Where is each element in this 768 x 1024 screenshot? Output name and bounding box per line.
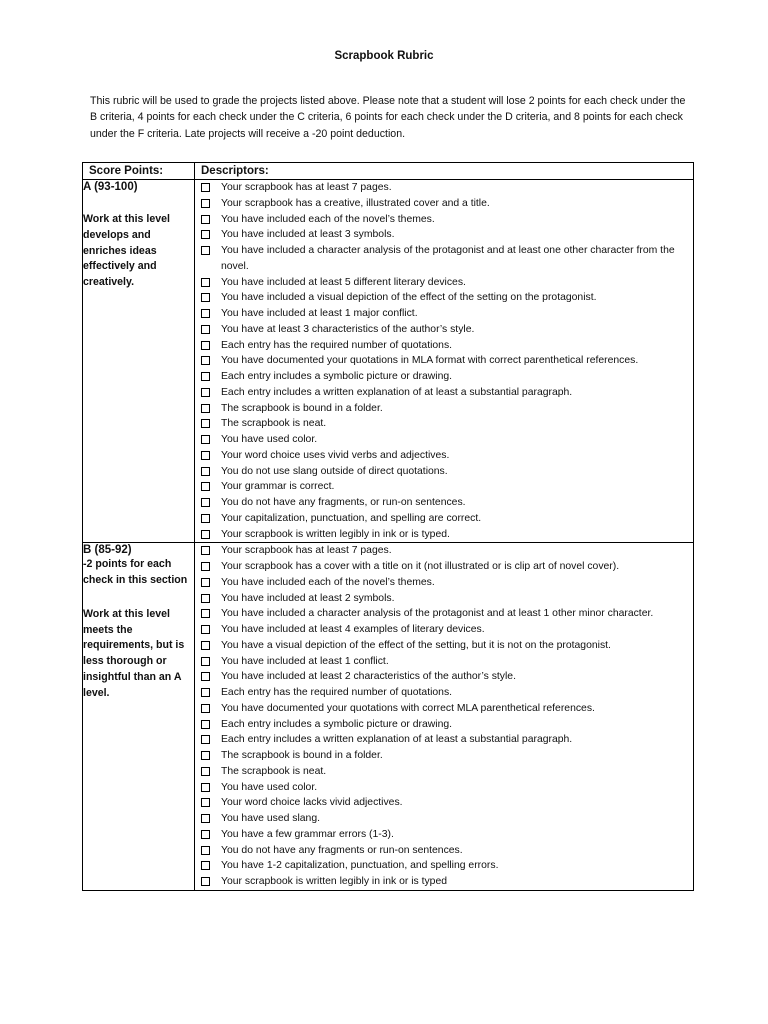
- checkbox-icon: [200, 293, 211, 302]
- checklist-item: [200, 196, 693, 212]
- checklist-item: [200, 795, 693, 811]
- grade-range: A (93-100): [83, 181, 138, 193]
- checklist-item-text: You have included a visual depiction of the effect of the setting on the protagonist.: [221, 292, 597, 304]
- checklist-item-text: You have used color.: [221, 434, 318, 445]
- checklist-item-text: You have included at least 4 examples of literary devices.: [221, 624, 485, 635]
- checklist-item: [200, 527, 693, 543]
- checkbox-icon: [200, 467, 211, 476]
- checklist-item-text: You have used color.: [221, 781, 318, 793]
- checklist-item: [200, 416, 693, 432]
- checkbox-icon: [200, 372, 211, 381]
- checkbox-icon: [200, 341, 211, 350]
- checklist-item-text: The scrapbook is bound in a folder.: [221, 750, 383, 761]
- checklist-item-text: The scrapbook is neat.: [221, 418, 327, 430]
- checklist-item-text: You have included at least 2 symbols.: [221, 592, 395, 604]
- checkbox-icon: [200, 278, 211, 287]
- checklist-item-text: Each entry has the required number of quotations.: [221, 687, 453, 698]
- checkbox-icon: [200, 246, 211, 255]
- checklist-item-text: You have included at least 2 characteristics of the author’s style.: [221, 671, 516, 683]
- checkbox-icon: [200, 735, 211, 744]
- checklist-item: [200, 243, 693, 275]
- checklist-item-text: Your scrapbook has at least 7 pages.: [221, 182, 392, 193]
- checklist-item-text: Your word choice uses vivid verbs and adjectives.: [221, 449, 450, 461]
- checklist-item: [200, 401, 693, 417]
- checklist-item-text: Your word choice lacks vivid adjectives.: [221, 797, 403, 809]
- checkbox-icon: [200, 657, 211, 666]
- checklist-item: [200, 511, 693, 527]
- checkbox-icon: [200, 594, 211, 603]
- checklist-item-text: You have 1-2 capitalization, punctuation, and spelling errors.: [221, 860, 499, 872]
- checkbox-icon: [200, 625, 211, 634]
- checkbox-icon: [200, 562, 211, 571]
- checklist-item-text: Your grammar is correct.: [221, 481, 335, 493]
- checklist-item-text: Your capitalization, punctuation, and spelling are correct.: [221, 512, 482, 524]
- checklist-item: [200, 180, 693, 196]
- score-cell: [83, 180, 195, 543]
- checklist-item: [200, 290, 693, 306]
- checklist-item-text: You have a visual depiction of the effect of the setting, but it is not on the protagonist.: [221, 639, 611, 651]
- checklist-item: [200, 764, 693, 780]
- checkbox-icon: [200, 356, 211, 365]
- checklist-item: [200, 464, 693, 480]
- checklist-item-text: You have included each of the novel’s themes.: [221, 576, 435, 588]
- checklist-item-text: You have included at least 1 conflict.: [221, 655, 389, 667]
- checkbox-icon: [200, 309, 211, 318]
- checkbox-icon: [200, 530, 211, 539]
- checklist-item-text: Each entry has the required number of quotations.: [221, 339, 453, 351]
- document-title: Scrapbook Rubric: [334, 50, 434, 62]
- checkbox-icon: [200, 388, 211, 397]
- checklist-item: [200, 369, 693, 385]
- checklist-item: [200, 701, 693, 717]
- checklist-item: [200, 212, 693, 228]
- checklist-item-text: You do not have any fragments or run-on sentences.: [221, 844, 463, 856]
- checklist-item: [200, 717, 693, 733]
- checklist-item: [200, 385, 693, 401]
- checklist-item-text: You have included a character analysis of the protagonist and at least one other character from the novel.: [221, 245, 675, 272]
- checklist-item-text: You have included at least 5 different literary devices.: [221, 276, 466, 288]
- checkbox-icon: [200, 814, 211, 823]
- checklist-item-text: You have documented your quotations in MLA format with correct parenthetical references.: [221, 355, 639, 367]
- checkbox-icon: [200, 435, 211, 444]
- checkbox-icon: [200, 498, 211, 507]
- checklist-item: [200, 654, 693, 670]
- checklist-item-text: The scrapbook is bound in a folder.: [221, 402, 383, 414]
- checklist-item: [200, 432, 693, 448]
- descriptors-header: Descriptors:: [195, 163, 694, 180]
- checklist-item: [200, 227, 693, 243]
- checkbox-icon: [200, 767, 211, 776]
- checklist-item: [200, 591, 693, 607]
- checklist-item-text: Each entry includes a symbolic picture or drawing.: [221, 718, 453, 730]
- checklist-item: [200, 843, 693, 859]
- checkbox-icon: [200, 482, 211, 491]
- checklist-item: [200, 322, 693, 338]
- intro-paragraph: This rubric will be used to grade the projects listed above. Please note that a student will lose 2 points for each check under the B criteria, 4 points for each check under the C criteria, 6 points for each check under the D criteria, and 8 points for each check under the F criteria. Late projects will receive a -20 point deduction.: [90, 95, 686, 140]
- checkbox-icon: [200, 215, 211, 224]
- checklist-item: [200, 275, 693, 291]
- checklist-item-text: Each entry includes a written explanation of at least a substantial paragraph.: [221, 386, 573, 398]
- checkbox-icon: [200, 199, 211, 208]
- checkbox-icon: [200, 451, 211, 460]
- checklist-item: [200, 732, 693, 748]
- checklist-item-text: You have at least 3 characteristics of the author’s style.: [221, 323, 475, 335]
- checkbox-icon: [200, 419, 211, 428]
- checklist: [195, 543, 693, 890]
- checklist-item: [200, 338, 693, 354]
- checklist-item-text: You have a few grammar errors (1-3).: [221, 828, 394, 840]
- descriptor-cell: [195, 543, 694, 891]
- checklist-item: [200, 858, 693, 874]
- checkbox-icon: [200, 609, 211, 618]
- checklist-item: [200, 495, 693, 511]
- rubric-row: [83, 180, 694, 543]
- checkbox-icon: [200, 877, 211, 886]
- checklist-item-text: Your scrapbook is written legibly in ink or is typed.: [221, 528, 450, 540]
- checklist-item-text: The scrapbook is neat.: [221, 765, 327, 777]
- checklist-item-text: Your scrapbook has at least 7 pages.: [221, 545, 392, 557]
- checklist-item: [200, 622, 693, 638]
- checkbox-icon: [200, 514, 211, 523]
- checkbox-icon: [200, 672, 211, 681]
- checklist: [195, 180, 693, 542]
- checkbox-icon: [200, 783, 211, 792]
- checklist-item-text: Your scrapbook is written legibly in ink or is typed: [221, 876, 448, 887]
- score-points-header: Score Points:: [83, 163, 195, 180]
- checklist-item-text: You have included a character analysis of the protagonist and at least 1 other minor character.: [221, 608, 654, 620]
- checkbox-icon: [200, 183, 211, 192]
- checkbox-icon: [200, 546, 211, 555]
- grade-range: B (85-92): [83, 544, 132, 557]
- checklist-item-text: You do not use slang outside of direct quotations.: [221, 465, 448, 477]
- checkbox-icon: [200, 325, 211, 334]
- descriptor-cell: [195, 180, 694, 543]
- checklist-item-text: You have included at least 1 major conflict.: [221, 308, 418, 319]
- checklist-item: [200, 638, 693, 654]
- checklist-item: [200, 780, 693, 796]
- rubric-header-row: [83, 163, 694, 180]
- checkbox-icon: [200, 688, 211, 697]
- checkbox-icon: [200, 641, 211, 650]
- checklist-item-text: Each entry includes a written explanation of at least a substantial paragraph.: [221, 734, 573, 746]
- rubric-table: [82, 162, 694, 891]
- checklist-item-text: Your scrapbook has a cover with a title on it (not illustrated or is clip art of novel cover).: [221, 561, 620, 572]
- checklist-item: [200, 559, 693, 575]
- checkbox-icon: [200, 751, 211, 760]
- checklist-item: [200, 353, 693, 369]
- checkbox-icon: [200, 230, 211, 239]
- checklist-item: [200, 543, 693, 559]
- checkbox-icon: [200, 704, 211, 713]
- checklist-item-text: You have documented your quotations with correct MLA parenthetical references.: [221, 702, 595, 714]
- checklist-item: [200, 748, 693, 764]
- checklist-item: [200, 811, 693, 827]
- checklist-item-text: You have included at least 3 symbols.: [221, 229, 395, 241]
- checkbox-icon: [200, 720, 211, 729]
- rubric-body: [83, 180, 694, 891]
- checklist-item-text: Your scrapbook has a creative, illustrated cover and a title.: [221, 197, 490, 209]
- checklist-item-text: You have used slang.: [221, 813, 320, 824]
- checkbox-icon: [200, 830, 211, 839]
- checklist-item-text: Each entry includes a symbolic picture or drawing.: [221, 371, 453, 382]
- checklist-item: [200, 874, 693, 890]
- checklist-item: [200, 606, 693, 622]
- checklist-item: [200, 685, 693, 701]
- checklist-item: [200, 306, 693, 322]
- deduction-note: -2 points for each check in this section: [83, 558, 188, 587]
- checkbox-icon: [200, 404, 211, 413]
- checklist-item: [200, 669, 693, 685]
- rubric-row: [83, 543, 694, 891]
- level-description: Work at this level meets the requirements, but is less thorough or insightful than an A level.: [83, 607, 185, 699]
- checklist-item-text: You have included each of the novel’s themes.: [221, 213, 435, 225]
- checkbox-icon: [200, 846, 211, 855]
- checklist-item: [200, 448, 693, 464]
- level-description: Work at this level develops and enriches ideas effectively and creatively.: [83, 213, 170, 289]
- checklist-item-text: You do not have any fragments, or run-on sentences.: [221, 497, 466, 508]
- score-cell: [83, 543, 195, 891]
- checklist-item: [200, 827, 693, 843]
- checkbox-icon: [200, 578, 211, 587]
- checklist-item: [200, 575, 693, 591]
- checklist-item: [200, 479, 693, 495]
- checkbox-icon: [200, 798, 211, 807]
- checkbox-icon: [200, 861, 211, 870]
